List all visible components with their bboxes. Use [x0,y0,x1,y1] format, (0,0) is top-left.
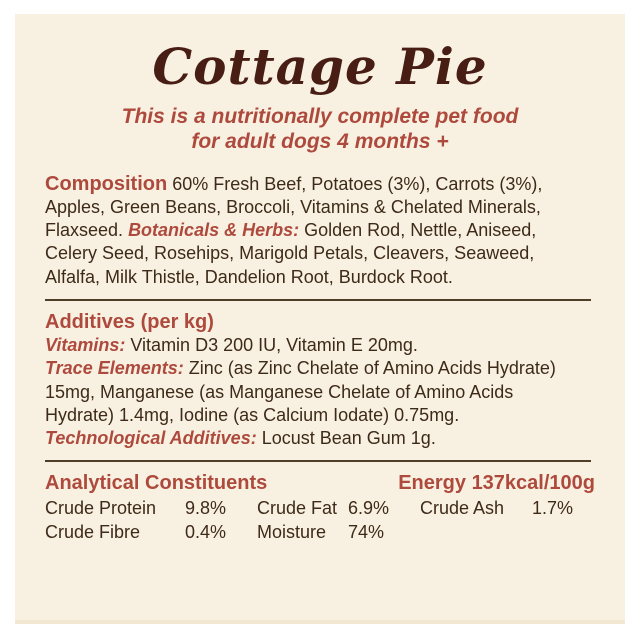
vitamins-text: Vitamin D3 200 IU, Vitamin E 20mg. [130,334,418,355]
nutrition-statement-line2: for adult dogs 4 months + [191,129,449,153]
composition-section [45,173,595,289]
additives-heading: Additives (per kg) [45,310,214,333]
technological-additives-line [45,427,595,450]
constituent-value: 1.7% [532,498,574,519]
composition-line [45,219,595,242]
composition-line [45,173,595,196]
trace-elements-line [45,381,595,404]
constituent-value: 6.9% [348,498,390,519]
composition-line [45,242,595,265]
nutrition-statement-line1: This is a nutritionally complete pet food [121,104,519,128]
analytical-row [45,520,595,544]
analytical-header-row [45,471,595,496]
trace-elements-text: Zinc (as Zinc Chelate of Amino Acids Hydrate) [188,358,556,379]
section-divider [45,460,591,462]
composition-heading: Composition [45,172,168,195]
constituent-value: 9.8% [185,498,227,519]
constituent-label: Crude Ash [420,498,505,519]
constituent-value: 74% [348,522,385,543]
composition-text: Celery Seed, Rosehips, Marigold Petals, Cleavers, Seaweed, [45,243,535,264]
composition-text: Golden Rod, Nettle, Aniseed, [304,220,537,241]
vitamins-line [45,334,595,357]
botanicals-herbs-subheading: Botanicals & Herbs: [128,220,300,241]
composition-line [45,196,595,219]
analytical-heading: Analytical Constituents [45,472,268,495]
constituent-label: Moisture [257,522,327,543]
composition-text: 60% Fresh Beef, Potatoes (3%), Carrots (3%), [172,173,543,194]
energy-value: Energy 137kcal/100g [398,472,595,495]
trace-elements-text: Hydrate) 1.4mg, Iodine (as Calcium Iodate) 0.75mg. [45,404,460,425]
analytical-constituents-section [45,471,595,544]
trace-elements-subheading: Trace Elements: [45,358,184,379]
pet-food-label [15,14,625,624]
additives-heading-line [45,310,595,334]
analytical-row [45,496,595,520]
section-divider [45,299,591,301]
vitamins-subheading: Vitamins: [45,334,126,355]
constituent-label: Crude Fat [257,498,338,519]
technological-additives-subheading: Technological Additives: [45,428,257,449]
constituent-label: Crude Fibre [45,522,141,543]
composition-text: Apples, Green Beans, Broccoli, Vitamins & Chelated Minerals, [45,196,541,217]
additives-section [45,310,595,450]
technological-additives-text: Locust Bean Gum 1g. [261,428,436,449]
composition-line [45,266,595,289]
nutrition-statement [45,104,595,154]
composition-text: Alfalfa, Milk Thistle, Dandelion Root, Burdock Root. [45,266,453,287]
constituent-label [420,520,532,544]
trace-elements-text: 15mg, Manganese (as Manganese Chelate of Amino Acids [45,381,514,402]
constituent-label: Crude Protein [45,498,157,519]
constituent-value [532,520,595,544]
composition-text: Flaxseed. [45,220,124,241]
trace-elements-line [45,357,595,380]
constituent-value: 0.4% [185,522,227,543]
product-title: Cottage Pie [152,37,488,96]
trace-elements-line [45,404,595,427]
